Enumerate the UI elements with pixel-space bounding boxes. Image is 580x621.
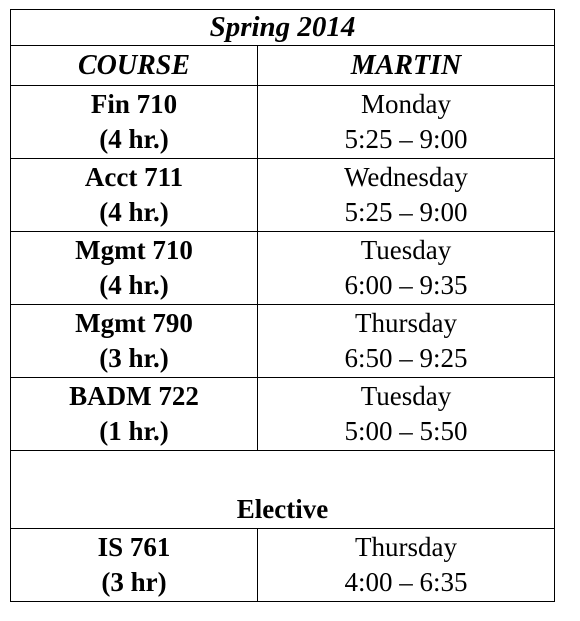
table-row [11,305,555,378]
course-name: Fin 710 [90,89,178,119]
elective-header-row [11,451,555,529]
course-hours: (4 hr.) [99,124,169,154]
course-column-header: COURSE [11,46,258,86]
course-cell [11,305,258,378]
course-name: Acct 711 [84,162,184,192]
course-name: Mgmt 790 [75,308,193,338]
course-hours: (4 hr.) [99,197,169,227]
class-time: 6:50 – 9:25 [344,343,468,373]
class-day: Monday [361,89,451,119]
class-time: 4:00 – 6:35 [344,567,468,597]
schedule-cell [258,232,555,305]
class-day: Tuesday [360,235,452,265]
class-day: Wednesday [344,162,468,192]
schedule-cell [258,378,555,451]
class-day: Thursday [355,532,457,562]
schedule-cell [258,86,555,159]
course-hours: (4 hr.) [99,270,169,300]
course-cell [11,232,258,305]
header-row [11,46,555,86]
table-row [11,232,555,305]
table-row [11,378,555,451]
schedule-cell [258,159,555,232]
course-cell [11,378,258,451]
table-row [11,86,555,159]
table-row [11,159,555,232]
schedule-cell [258,529,555,602]
course-name: Mgmt 710 [75,235,193,265]
schedule-cell [258,305,555,378]
class-day: Thursday [355,308,457,338]
class-time: 6:00 – 9:35 [344,270,468,300]
martin-column-header: MARTIN [258,46,555,86]
title-row [11,10,555,46]
class-time: 5:25 – 9:00 [344,197,468,227]
table-row [11,529,555,602]
elective-label: Elective [11,451,555,529]
class-time: 5:00 – 5:50 [344,416,468,446]
table-title: Spring 2014 [11,10,555,46]
schedule-table [10,9,555,602]
course-hours: (3 hr.) [99,343,169,373]
class-day: Tuesday [360,381,452,411]
course-hours: (1 hr.) [99,416,169,446]
course-name: BADM 722 [69,381,199,411]
course-name: IS 761 [97,532,171,562]
course-cell [11,86,258,159]
course-cell [11,529,258,602]
course-cell [11,159,258,232]
class-time: 5:25 – 9:00 [344,124,468,154]
course-hours: (3 hr) [101,567,167,597]
